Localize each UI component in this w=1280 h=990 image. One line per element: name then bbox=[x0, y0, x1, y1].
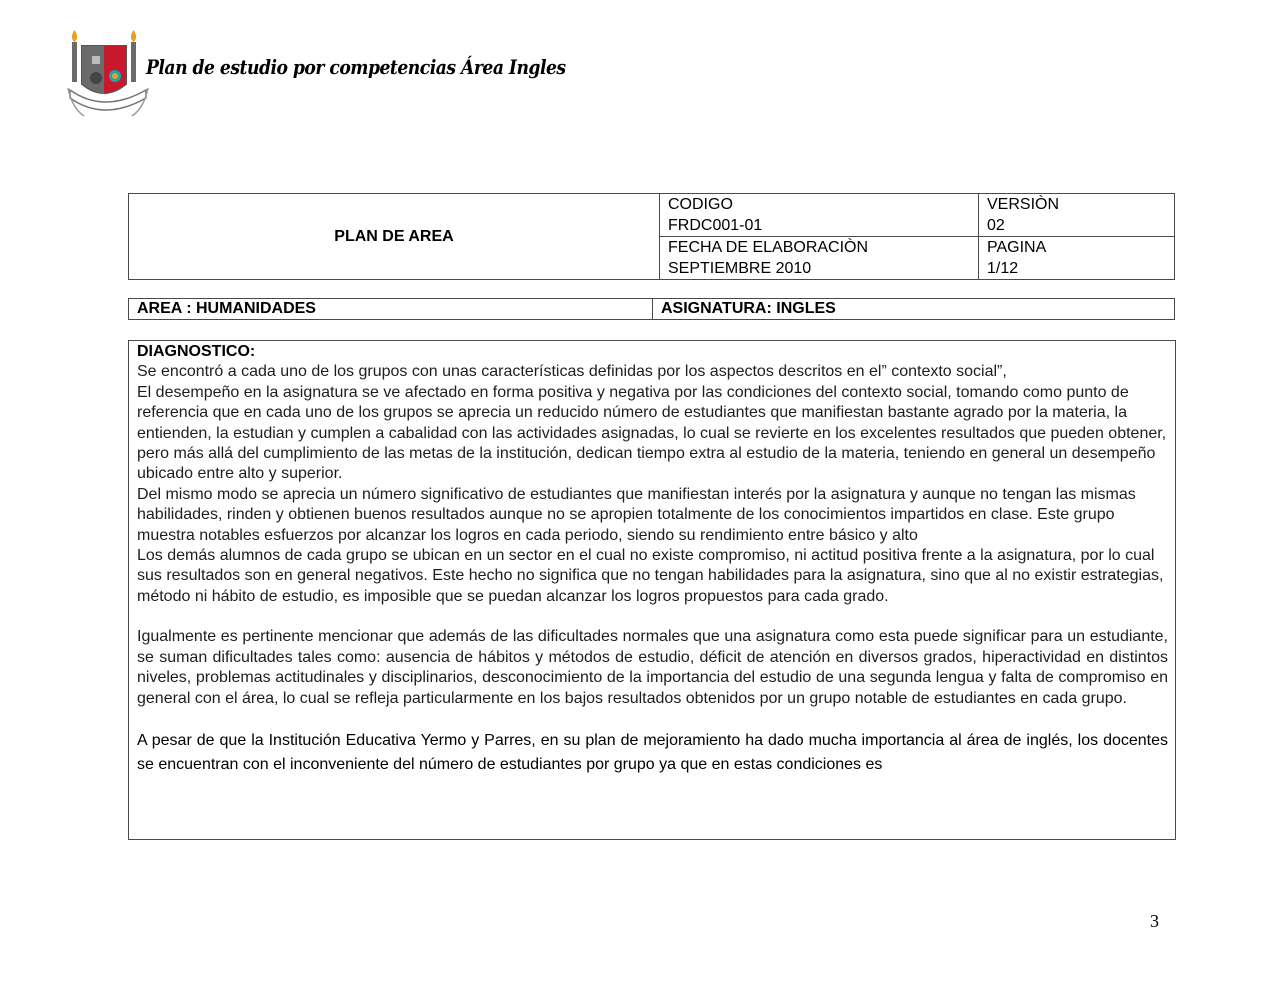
codigo-cell bbox=[660, 194, 979, 237]
version-cell bbox=[979, 194, 1175, 237]
diagnostico-paragraph-2: El desempeño en la asignatura se ve afectado en forma positiva y negativa por las condiciones del contexto social, tomando como punto de referencia que en cada uno de los grupos se aprecia un reducido número de estudiantes que manifiestan bastante agrado por la materia, la entienden, la estudian y cumplen a cabalidad con las actividades asignadas, lo cual se revierte en los excelentes resultados que pueden obtener, pero más allá del cumplimiento de las metas de la institución, dedican tiempo extra al estudio de la materia, teniendo en general un desempeño ubicado entre alto y superior. bbox=[137, 383, 1167, 483]
plan-table-row-1 bbox=[129, 194, 1175, 237]
diagnostico-paragraph-1: Se encontró a cada uno de los grupos con unas características definidas por los aspectos descritos en el” contexto social”, bbox=[137, 363, 1007, 381]
diagnostico-paragraph-3: Del mismo modo se aprecia un número significativo de estudiantes que manifiestan interés por la asignatura y aunque no tengan las mismas habilidades, rinden y obtienen buenos resultados aunque no se apropien totalmente de los conocimientos impartidos en clase. Este grupo muestra notables esfuerzos por alcanzar los logros en cada periodo, siendo su rendimiento entre básico y alto bbox=[137, 485, 1136, 544]
codigo-value: FRDC001-01 bbox=[668, 217, 763, 234]
version-label: VERSIÒN bbox=[987, 196, 1060, 213]
paragraph-spacer bbox=[137, 607, 1168, 627]
paragraph-spacer bbox=[137, 709, 1168, 729]
asignatura-cell: ASIGNATURA: INGLES bbox=[653, 299, 1175, 320]
diagnostico-paragraph-5: Igualmente es pertinente mencionar que además de las dificultades normales que una asignatura como esta puede significar para un estudiante, se suman dificultades tales como: ausencia de hábitos y métodos de estudio, déficit de atención en diversos grados, hiperactividad en distintos niveles, problemas actitudinales y disciplinarios, desconocimiento de la importancia del estudio de una segunda lengua y falta de compromiso en general con el área, lo cual se refleja particularmente en los bajos resultados obtenidos por un grupo notable de estudiantes en cada grupo. bbox=[137, 628, 1168, 707]
codigo-label: CODIGO bbox=[668, 196, 733, 213]
fecha-cell bbox=[660, 237, 979, 280]
school-crest-logo bbox=[66, 28, 150, 120]
page-number: 3 bbox=[1150, 911, 1159, 931]
pagina-value: 1/12 bbox=[987, 260, 1019, 277]
diagnostico-heading: DIAGNOSTICO: bbox=[137, 343, 256, 360]
diagnostico-paragraph-4: Los demás alumnos de cada grupo se ubican en un sector en el cual no existe compromiso, ni actitud positiva frente a la asignatura, por lo cual sus resultados son en general negativos. Este hecho no significa que no tengan habilidades para la asignatura, sino que al no existir estrategias, método ni hábito de estudio, es imposible que se puedan alcanzar los logros propuestos para cada grado. bbox=[137, 547, 1164, 605]
fecha-label: FECHA DE ELABORACIÒN bbox=[668, 239, 869, 256]
area-table-row bbox=[129, 299, 1175, 320]
diagnostico-box bbox=[128, 340, 1176, 840]
plan-info-table bbox=[128, 193, 1175, 280]
page-header bbox=[66, 28, 566, 120]
version-value: 02 bbox=[987, 217, 1005, 234]
header-title: Plan de estudio por competencias Área Ingles bbox=[146, 55, 566, 79]
diagnostico-paragraph-6: A pesar de que la Institución Educativa Yermo y Parres, en su plan de mejoramiento ha dado mucha importancia al área de inglés, los docentes se encuentran con el inconveniente del número de estudiantes por grupo ya que en estas condiciones es bbox=[137, 731, 1168, 773]
pagina-cell bbox=[979, 237, 1175, 280]
plan-de-area-cell: PLAN DE AREA bbox=[129, 194, 660, 280]
area-cell: AREA : HUMANIDADES bbox=[129, 299, 653, 320]
area-table bbox=[128, 298, 1175, 320]
pagina-label: PAGINA bbox=[987, 239, 1047, 256]
fecha-value: SEPTIEMBRE 2010 bbox=[668, 260, 812, 277]
